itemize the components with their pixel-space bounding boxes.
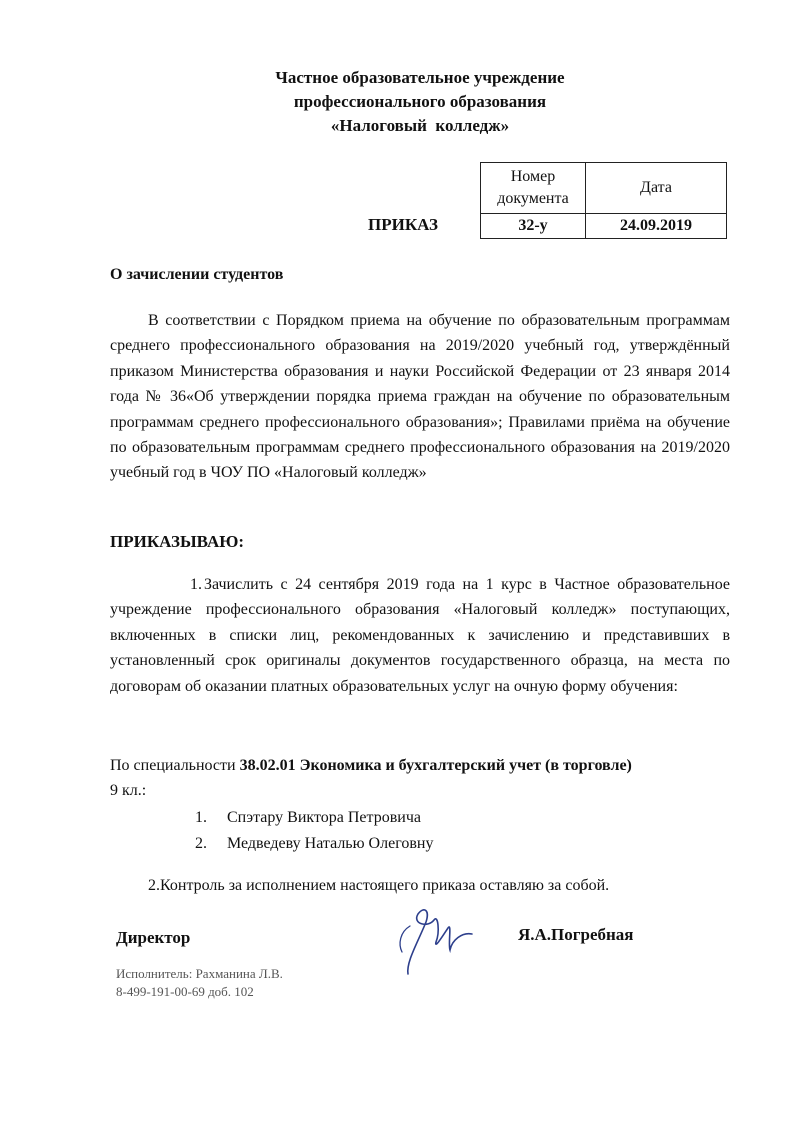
document-title: ПРИКАЗ [368,215,438,234]
doc-date-header: Дата [586,163,727,214]
doc-number-value: 32-у [481,214,586,239]
executor-phone: 8-499-191-00-69 доб. 102 [116,984,254,999]
specialty-line [110,753,740,803]
preamble-paragraph: В соответствии с Порядком приема на обучение по образовательным программам среднего профессионального образования на 2019/2020 учебный год, утверждённый приказом Министерства образования и науки Российской Федерации от 23 января 2014 года № 36«Об утверждении порядка приема граждан на обучение по образовательным программам среднего профессионального образования»; Правилами приёма на обучение по образовательным программам среднего профессионального образования на 2019/2020 учебный год в ЧОУ ПО «Налоговый колледж» [110,312,738,482]
order-item-1 [110,572,730,699]
executor-name: Исполнитель: Рахманина Л.В. [116,966,283,981]
student-list [195,805,433,857]
document-subject: О зачислении студентов [110,266,284,283]
specialty-suffix: 9 кл.: [110,782,147,799]
organization-header [0,66,800,138]
list-item [195,831,433,857]
document-info-table [480,162,727,239]
student-name: Медведеву Наталью Олеговну [227,835,434,852]
executor-info [116,965,283,1001]
student-number: 1. [195,809,207,826]
item-1-number: 1. [190,576,202,593]
student-number: 2. [195,835,207,852]
order-item-2: 2.Контроль за исполнением настоящего приказа оставляю за собой. [148,877,610,894]
doc-date-value: 24.09.2019 [586,214,727,239]
signature-image [388,892,478,987]
list-item [195,805,433,831]
org-line-2: профессионального образования [293,92,547,111]
order-heading: ПРИКАЗЫВАЮ: [110,532,245,551]
specialty-name: 38.02.01 Экономика и бухгалтерский учет (в торговле) [239,757,632,774]
signatory-title: Директор [116,928,191,947]
org-line-3: «Налоговый колледж» [330,116,510,135]
specialty-prefix: По специальности [110,757,240,774]
doc-number-header: Номер документа [481,163,586,214]
signatory-name: Я.А.Погребная [518,925,634,944]
item-1-text: Зачислить с 24 сентября 2019 года на 1 курс в Частное образовательное учреждение профессионального образования «Налоговый колледж» поступающих, включенных в списки лиц, рекомендованных к зачислению и представивших в установленный срок оригиналы документов государственного образца, на места по договорам об оказании платных образовательных услуг на очную форму обучения: [110,576,730,695]
student-name: Спэтару Виктора Петровича [227,809,421,826]
org-line-1: Частное образовательное учреждение [275,68,565,87]
